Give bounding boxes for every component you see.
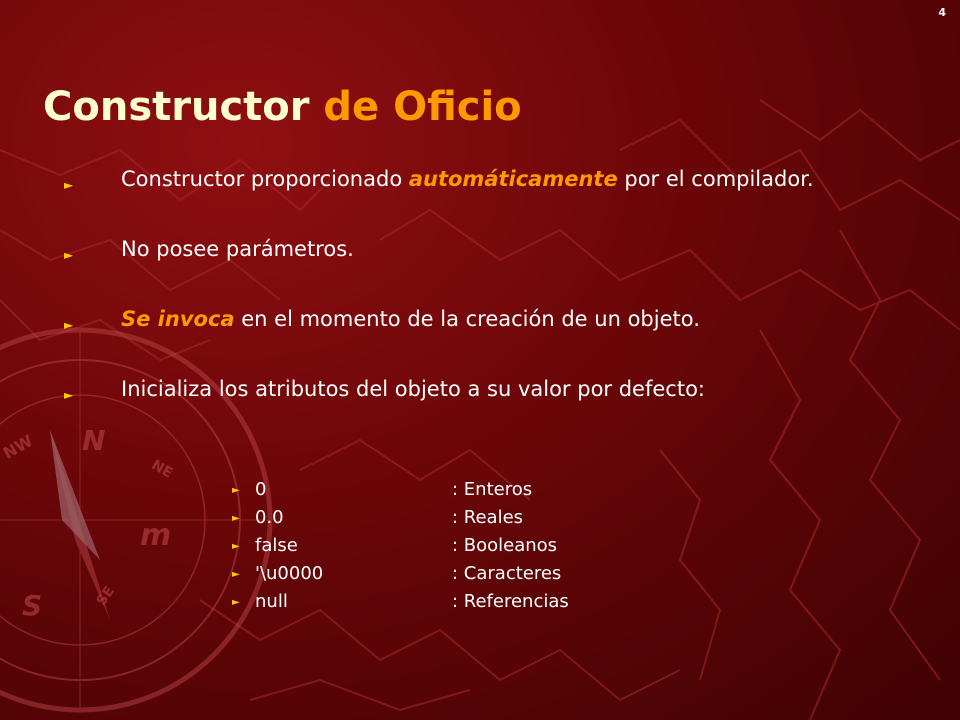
- bullet-arrow-icon: ►: [232, 597, 240, 608]
- title-part-2: de Oficio: [323, 84, 522, 130]
- default-type: : Enteros: [452, 479, 533, 500]
- bullet-arrow-icon: ►: [232, 569, 240, 580]
- default-value: null: [255, 591, 288, 612]
- slide-title: [43, 84, 522, 130]
- compass-east-label: m: [140, 518, 172, 553]
- bullet-list: [64, 166, 924, 402]
- compass-north-label: N: [82, 424, 106, 457]
- page-number: 4: [938, 6, 946, 19]
- bullet-item: [64, 236, 924, 262]
- title-part-1: Constructor: [43, 84, 310, 130]
- bullet-text: Constructor proporcionado: [121, 167, 409, 191]
- default-type: : Referencias: [452, 591, 569, 612]
- bullet-text: por el compilador.: [617, 167, 814, 191]
- default-type: : Reales: [452, 507, 524, 528]
- bullet-item: [64, 166, 924, 192]
- bullet-item: [64, 306, 924, 332]
- default-value: false: [255, 535, 298, 556]
- bullet-arrow-icon: ►: [232, 485, 240, 496]
- compass-southeast-label: SE: [93, 583, 118, 609]
- bullet-arrow-icon: ►: [64, 318, 74, 332]
- bullet-text: Inicializa los atributos del objeto a su valor por defecto:: [121, 377, 705, 401]
- bullet-text: No posee parámetros.: [121, 237, 354, 261]
- bullet-highlight: Se invoca: [121, 307, 235, 331]
- default-type: : Caracteres: [452, 563, 562, 584]
- bullet-arrow-icon: ►: [64, 388, 74, 402]
- bullet-highlight: automáticamente: [408, 167, 618, 191]
- compass-south-label: S: [22, 589, 43, 622]
- bullet-arrow-icon: ►: [64, 178, 74, 192]
- bullet-text: en el momento de la creación de un objeto.: [234, 307, 700, 331]
- default-value: 0.0: [255, 507, 284, 528]
- default-type: : Booleanos: [452, 535, 558, 556]
- default-value: '\u0000: [255, 563, 324, 584]
- bullet-arrow-icon: ►: [232, 513, 240, 524]
- compass-northwest-label: NW: [0, 430, 37, 463]
- bullet-arrow-icon: ►: [64, 248, 74, 262]
- compass-northeast-label: NE: [148, 457, 176, 482]
- bullet-arrow-icon: ►: [232, 541, 240, 552]
- default-value: 0: [255, 479, 267, 500]
- bullet-item: [64, 376, 924, 402]
